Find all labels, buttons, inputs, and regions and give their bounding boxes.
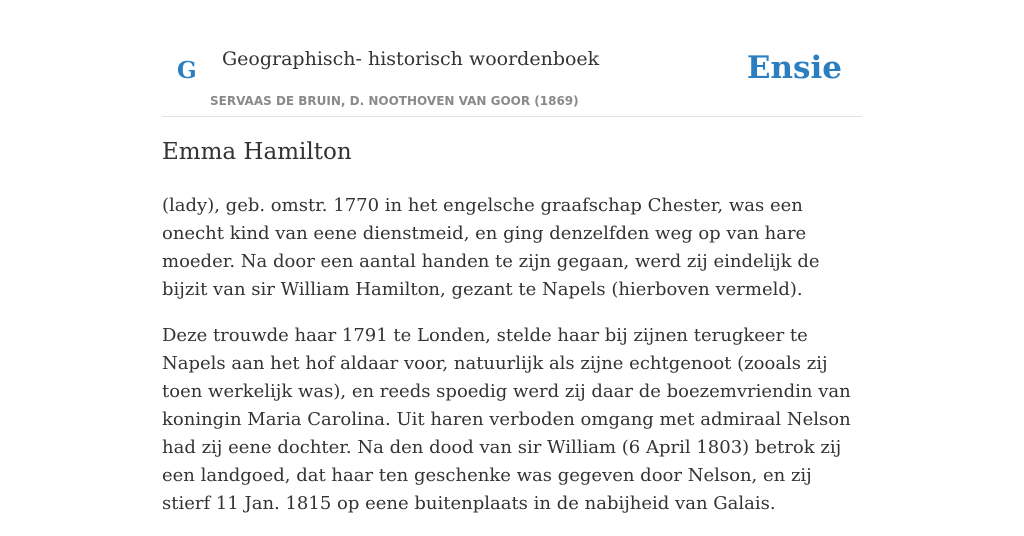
book-author: SERVAAS DE BRUIN, D. NOOTHOVEN VAN GOOR (1869): [210, 94, 579, 108]
book-title-link[interactable]: Geographisch- historisch woordenboek: [222, 48, 600, 70]
entry-paragraph: (lady), geb. omstr. 1770 in het engelsche graafschap Chester, was een onecht kind van eene dienstmeid, en ging denzelfden weg op van hare moeder. Na door een aantal handen te zijn gegaan, werd zij eindelijk de bijzit van sir William Hamilton, gezant te Napels (hierboven vermeld).: [162, 195, 820, 300]
ensie-logo-link[interactable]: Ensie: [746, 50, 842, 86]
book-letter-icon[interactable]: G: [177, 57, 197, 84]
site-header: [162, 38, 862, 117]
entry-body: [162, 192, 864, 536]
entry-paragraph: Deze trouwde haar 1791 te Londen, stelde haar bij zijnen terugkeer te Napels aan het hof aldaar voor, natuurlijk als zijne echtgenoot (zooals zij toen werkelijk was), en reeds spoedig werd zij daar de boezemvriendin van koningin Maria Carolina. Uit haren verboden omgang met admiraal Nelson had zij eene dochter. Na den dood van sir William (6 April 1803) betrok zij een landgoed, dat haar ten geschenke was gegeven door Nelson, en zij stierf 11 Jan. 1815 op eene buitenplaats in de nabijheid van Galais.: [162, 325, 851, 514]
entry-title: Emma Hamilton: [162, 139, 352, 165]
